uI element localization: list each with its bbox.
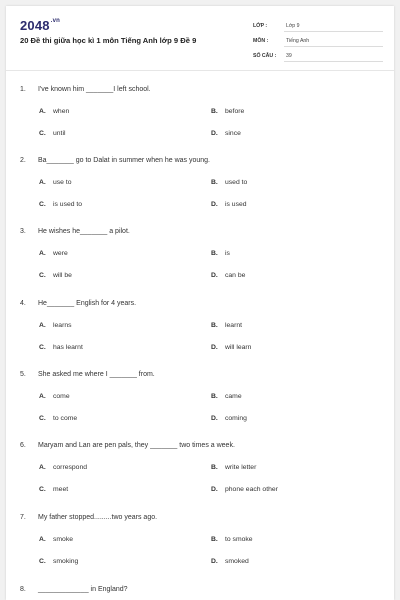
option-text: smoked [225, 558, 249, 565]
option-text: phone each other [225, 486, 278, 493]
option-letter: A. [39, 464, 46, 471]
option-text: until [53, 130, 66, 137]
question-stem [20, 228, 130, 235]
option-c[interactable] [39, 344, 83, 351]
question-stem [20, 86, 151, 93]
option-a[interactable] [39, 393, 70, 400]
option-text: is used to [53, 201, 83, 208]
option-letter: A. [39, 250, 46, 257]
option-d[interactable] [211, 130, 241, 137]
exam-title: 20 Đề thi giữa học kì 1 môn Tiếng Anh lớp 9 Đề 9 [20, 36, 197, 45]
option-letter: D. [211, 130, 218, 137]
question-number: 2. [20, 157, 26, 164]
option-c[interactable] [39, 558, 78, 565]
meta-label: MÔN : [253, 38, 269, 44]
option-letter: A. [39, 322, 46, 329]
option-text: came [225, 393, 242, 400]
question-text: My father stopped.........two years ago. [38, 514, 158, 521]
option-letter: B. [211, 536, 218, 543]
question-number: 3. [20, 228, 26, 235]
option-text: has learnt [53, 344, 83, 351]
option-c[interactable] [39, 415, 77, 422]
option-text: will be [53, 272, 72, 279]
option-text: write letter [225, 464, 257, 471]
option-letter: D. [211, 201, 218, 208]
option-letter: C. [39, 272, 46, 279]
option-a[interactable] [39, 536, 73, 543]
option-letter: D. [211, 272, 218, 279]
option-letter: C. [39, 486, 46, 493]
option-b[interactable] [211, 536, 253, 543]
option-text: used to [225, 179, 248, 186]
option-a[interactable] [39, 179, 72, 186]
option-c[interactable] [39, 272, 72, 279]
question-number: 4. [20, 300, 26, 307]
option-letter: B. [211, 393, 218, 400]
option-letter: B. [211, 250, 218, 257]
option-letter: B. [211, 464, 218, 471]
option-c[interactable] [39, 130, 65, 137]
option-letter: C. [39, 344, 46, 351]
option-letter: C. [39, 201, 46, 208]
option-text: before [225, 108, 245, 115]
site-logo[interactable] [20, 18, 60, 33]
option-b[interactable] [211, 179, 247, 186]
meta-label: LỚP : [253, 23, 268, 29]
question-stem [20, 586, 128, 593]
question-stem [20, 371, 155, 378]
option-text: come [53, 393, 70, 400]
option-letter: B. [211, 322, 218, 329]
option-b[interactable] [211, 322, 242, 329]
meta-label: SỐ CÂU : [253, 53, 277, 59]
option-b[interactable] [211, 108, 244, 115]
meta-row-subject [253, 35, 383, 47]
question-text: Ba_______ go to Dalat in summer when he was young. [38, 157, 210, 164]
option-text: to smoke [225, 536, 253, 543]
option-text: correspond [53, 464, 88, 471]
question-stem [20, 300, 136, 307]
option-b[interactable] [211, 393, 242, 400]
option-letter: A. [39, 108, 46, 115]
option-text: can be [225, 272, 246, 279]
question-number: 6. [20, 442, 26, 449]
option-b[interactable] [211, 250, 230, 257]
meta-row-question-count [253, 50, 383, 62]
option-text: meet [53, 486, 69, 493]
option-text: were [53, 250, 68, 257]
question-stem [20, 514, 157, 521]
question-number: 1. [20, 86, 26, 93]
option-b[interactable] [211, 464, 256, 471]
question-number: 7. [20, 514, 26, 521]
option-d[interactable] [211, 486, 278, 493]
question-stem [20, 442, 235, 449]
option-text: learnt [225, 322, 243, 329]
option-letter: A. [39, 393, 46, 400]
option-letter: C. [39, 415, 46, 422]
option-text: smoking [53, 558, 79, 565]
option-text: learns [53, 322, 72, 329]
option-text: to come [53, 415, 78, 422]
option-letter: B. [211, 179, 218, 186]
option-letter: A. [39, 179, 46, 186]
option-text: coming [225, 415, 247, 422]
meta-row-class [253, 20, 383, 32]
question-text: Maryam and Lan are pen pals, they _______ two times a week. [38, 442, 235, 449]
meta-value: 39 [284, 51, 383, 62]
exam-sheet [6, 6, 394, 600]
option-a[interactable] [39, 322, 72, 329]
option-letter: D. [211, 558, 218, 565]
option-c[interactable] [39, 486, 68, 493]
exam-header [6, 6, 394, 71]
exam-meta [253, 20, 383, 65]
option-d[interactable] [211, 344, 251, 351]
option-d[interactable] [211, 558, 249, 565]
option-d[interactable] [211, 415, 247, 422]
question-text: He wishes he_______ a pilot. [38, 228, 130, 235]
option-text: since [225, 130, 241, 137]
meta-value: Tiếng Anh [284, 36, 383, 47]
option-letter: D. [211, 415, 218, 422]
option-text: when [53, 108, 70, 115]
logo-main: 2048 [20, 18, 50, 33]
option-letter: B. [211, 108, 218, 115]
question-number: 8. [20, 586, 26, 593]
option-letter: D. [211, 344, 218, 351]
option-a[interactable] [39, 250, 68, 257]
option-text: is used [225, 201, 247, 208]
question-stem [20, 157, 210, 164]
option-text: use to [53, 179, 72, 186]
option-a[interactable] [39, 464, 87, 471]
option-text: will learn [225, 344, 252, 351]
option-text: smoke [53, 536, 74, 543]
option-letter: C. [39, 558, 46, 565]
meta-value: Lớp 9 [284, 21, 383, 32]
question-text: _____________ in England? [38, 586, 128, 593]
question-text: He_______ English for 4 years. [38, 300, 137, 307]
option-d[interactable] [211, 201, 247, 208]
option-a[interactable] [39, 108, 69, 115]
question-text: I've known him _______I left school. [38, 86, 151, 93]
logo-suffix: .vn [50, 18, 61, 24]
option-letter: D. [211, 486, 218, 493]
option-c[interactable] [39, 201, 82, 208]
option-letter: C. [39, 130, 46, 137]
question-text: She asked me where I _______ from. [38, 371, 155, 378]
option-letter: A. [39, 536, 46, 543]
option-text: is [225, 250, 230, 257]
question-number: 5. [20, 371, 26, 378]
option-d[interactable] [211, 272, 245, 279]
